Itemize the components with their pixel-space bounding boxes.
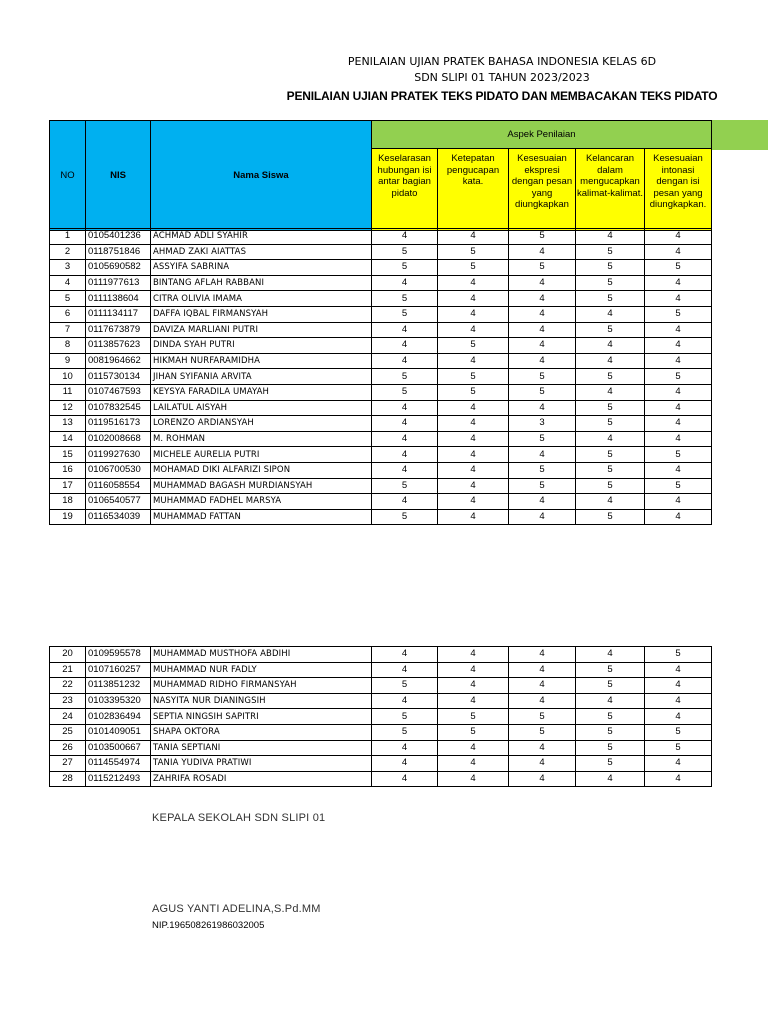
row-student-name: HIKMAH NURFARAMIDHA xyxy=(151,353,372,369)
row-no: 4 xyxy=(50,275,86,291)
row-nis: 0102008668 xyxy=(86,431,151,447)
table-row xyxy=(50,662,712,678)
row-score-5: 4 xyxy=(645,693,712,709)
row-score-5: 5 xyxy=(645,306,712,322)
row-score-5: 4 xyxy=(645,229,712,245)
row-score-3: 5 xyxy=(509,229,576,245)
table-row xyxy=(50,740,712,756)
row-score-5: 4 xyxy=(645,771,712,787)
table-row xyxy=(50,260,712,276)
row-score-5: 4 xyxy=(645,662,712,678)
row-score-4: 5 xyxy=(576,662,645,678)
row-score-4: 5 xyxy=(576,709,645,725)
row-score-3: 4 xyxy=(509,244,576,260)
row-score-2: 4 xyxy=(438,353,509,369)
table-row xyxy=(50,384,712,400)
row-nis: 0103500667 xyxy=(86,740,151,756)
row-score-2: 4 xyxy=(438,647,509,663)
row-score-4: 5 xyxy=(576,509,645,525)
row-score-3: 5 xyxy=(509,260,576,276)
report-title-line1: PENILAIAN UJIAN PRATEK BAHASA INDONESIA KELAS 6D xyxy=(347,55,657,68)
row-score-1: 4 xyxy=(372,771,438,787)
row-no: 14 xyxy=(50,431,86,447)
row-score-2: 5 xyxy=(438,709,509,725)
row-student-name: DAVIZA MARLIANI PUTRI xyxy=(151,322,372,338)
table-row xyxy=(50,462,712,478)
row-nis: 0107832545 xyxy=(86,400,151,416)
table-row xyxy=(50,724,712,740)
row-score-2: 4 xyxy=(438,693,509,709)
row-score-2: 4 xyxy=(438,494,509,510)
row-score-3: 4 xyxy=(509,447,576,463)
row-student-name: DAFFA IQBAL FIRMANSYAH xyxy=(151,306,372,322)
row-no: 21 xyxy=(50,662,86,678)
row-student-name: MOHAMAD DIKI ALFARIZI SIPON xyxy=(151,462,372,478)
row-score-3: 4 xyxy=(509,647,576,663)
row-score-3: 4 xyxy=(509,771,576,787)
signature-nip: NIP.196508261986032005 xyxy=(152,920,265,931)
row-student-name: MUHAMMAD FATTAN xyxy=(151,509,372,525)
table-row xyxy=(50,416,712,432)
row-score-1: 5 xyxy=(372,509,438,525)
table-row xyxy=(50,447,712,463)
row-nis: 0103395320 xyxy=(86,693,151,709)
row-student-name: TANIA YUDIVA PRATIWI xyxy=(151,756,372,772)
row-nis: 0118751846 xyxy=(86,244,151,260)
row-nis: 0102836494 xyxy=(86,709,151,725)
table-row xyxy=(50,291,712,307)
row-score-3: 5 xyxy=(509,431,576,447)
row-no: 5 xyxy=(50,291,86,307)
row-score-4: 4 xyxy=(576,229,645,245)
row-score-3: 5 xyxy=(509,478,576,494)
row-nis: 0107160257 xyxy=(86,662,151,678)
report-title-line2: SDN SLIPI 01 TAHUN 2023/2023 xyxy=(414,71,590,84)
row-score-3: 5 xyxy=(509,709,576,725)
row-score-5: 4 xyxy=(645,509,712,525)
row-score-3: 4 xyxy=(509,740,576,756)
row-score-1: 5 xyxy=(372,369,438,385)
row-score-1: 4 xyxy=(372,462,438,478)
score-table-header xyxy=(49,120,712,231)
row-no: 2 xyxy=(50,244,86,260)
row-score-3: 4 xyxy=(509,693,576,709)
row-score-5: 5 xyxy=(645,740,712,756)
row-no: 26 xyxy=(50,740,86,756)
row-score-3: 4 xyxy=(509,275,576,291)
row-score-3: 5 xyxy=(509,384,576,400)
row-score-5: 4 xyxy=(645,384,712,400)
row-nis: 0115730134 xyxy=(86,369,151,385)
row-no: 28 xyxy=(50,771,86,787)
table-row xyxy=(50,494,712,510)
row-no: 7 xyxy=(50,322,86,338)
row-score-1: 4 xyxy=(372,693,438,709)
row-score-1: 4 xyxy=(372,416,438,432)
table-row xyxy=(50,771,712,787)
table-row xyxy=(50,400,712,416)
row-score-4: 5 xyxy=(576,462,645,478)
row-student-name: LORENZO ARDIANSYAH xyxy=(151,416,372,432)
row-student-name: KEYSYA FARADILA UMAYAH xyxy=(151,384,372,400)
row-student-name: MUHAMMAD NUR FADLY xyxy=(151,662,372,678)
signature-role: KEPALA SEKOLAH SDN SLIPI 01 xyxy=(152,812,326,824)
row-no: 15 xyxy=(50,447,86,463)
row-score-4: 4 xyxy=(576,306,645,322)
table-row xyxy=(50,709,712,725)
row-nis: 0113851232 xyxy=(86,678,151,694)
row-score-1: 5 xyxy=(372,724,438,740)
table-row xyxy=(50,369,712,385)
row-no: 13 xyxy=(50,416,86,432)
row-no: 23 xyxy=(50,693,86,709)
row-score-1: 4 xyxy=(372,647,438,663)
table-row xyxy=(50,338,712,354)
row-score-1: 5 xyxy=(372,260,438,276)
row-nis: 0111977613 xyxy=(86,275,151,291)
row-score-3: 4 xyxy=(509,291,576,307)
row-student-name: SHAPA OKTORA xyxy=(151,724,372,740)
row-student-name: ZAHRIFA ROSADI xyxy=(151,771,372,787)
row-score-2: 5 xyxy=(438,260,509,276)
row-score-1: 5 xyxy=(372,678,438,694)
row-score-2: 4 xyxy=(438,509,509,525)
row-score-4: 5 xyxy=(576,244,645,260)
row-score-2: 4 xyxy=(438,229,509,245)
row-score-4: 5 xyxy=(576,678,645,694)
row-student-name: TANIA SEPTIANI xyxy=(151,740,372,756)
row-score-2: 4 xyxy=(438,771,509,787)
row-score-2: 5 xyxy=(438,338,509,354)
row-no: 16 xyxy=(50,462,86,478)
score-table-part1 xyxy=(49,228,712,525)
row-score-5: 4 xyxy=(645,494,712,510)
row-score-1: 4 xyxy=(372,275,438,291)
row-score-2: 4 xyxy=(438,306,509,322)
col-header-aspek-5: Kesesuaian intonasi dengan isi pesan yang diungkapkan. xyxy=(645,149,712,231)
row-student-name: MUHAMMAD FADHEL MARSYA xyxy=(151,494,372,510)
row-student-name: CITRA OLIVIA IMAMA xyxy=(151,291,372,307)
row-score-3: 5 xyxy=(509,462,576,478)
row-score-4: 4 xyxy=(576,494,645,510)
row-score-1: 5 xyxy=(372,709,438,725)
row-score-1: 5 xyxy=(372,306,438,322)
row-nis: 0116058554 xyxy=(86,478,151,494)
row-score-3: 4 xyxy=(509,509,576,525)
col-header-no: NO xyxy=(50,121,86,231)
col-header-aspek: Aspek Penilaian xyxy=(372,121,712,149)
row-score-1: 4 xyxy=(372,400,438,416)
row-nis: 0114554974 xyxy=(86,756,151,772)
row-score-1: 4 xyxy=(372,662,438,678)
row-nis: 0115212493 xyxy=(86,771,151,787)
table-row xyxy=(50,353,712,369)
row-score-3: 4 xyxy=(509,353,576,369)
table-row xyxy=(50,693,712,709)
row-no: 10 xyxy=(50,369,86,385)
row-score-5: 5 xyxy=(645,369,712,385)
row-score-2: 4 xyxy=(438,678,509,694)
row-nis: 0109595578 xyxy=(86,647,151,663)
row-score-4: 4 xyxy=(576,647,645,663)
row-no: 27 xyxy=(50,756,86,772)
row-no: 19 xyxy=(50,509,86,525)
row-no: 11 xyxy=(50,384,86,400)
row-score-4: 5 xyxy=(576,275,645,291)
row-score-3: 4 xyxy=(509,400,576,416)
row-score-5: 4 xyxy=(645,431,712,447)
row-student-name: ACHMAD ADLI SYAHIR xyxy=(151,229,372,245)
row-score-2: 4 xyxy=(438,462,509,478)
row-score-5: 4 xyxy=(645,244,712,260)
score-table-part2 xyxy=(49,646,712,787)
row-score-1: 5 xyxy=(372,291,438,307)
row-score-4: 5 xyxy=(576,478,645,494)
row-student-name: M. ROHMAN xyxy=(151,431,372,447)
row-score-5: 4 xyxy=(645,291,712,307)
col-header-aspek-3: Kesesuaian ekspresi dengan pesan yang diungkapkan xyxy=(509,149,576,231)
row-no: 8 xyxy=(50,338,86,354)
row-no: 20 xyxy=(50,647,86,663)
col-header-nama: Nama Siswa xyxy=(151,121,372,231)
row-score-4: 4 xyxy=(576,353,645,369)
row-nis: 0105690582 xyxy=(86,260,151,276)
row-nis: 0106540577 xyxy=(86,494,151,510)
row-no: 25 xyxy=(50,724,86,740)
row-score-1: 4 xyxy=(372,447,438,463)
row-score-4: 5 xyxy=(576,447,645,463)
row-student-name: MUHAMMAD MUSTHOFA ABDIHI xyxy=(151,647,372,663)
row-score-3: 5 xyxy=(509,724,576,740)
row-score-5: 4 xyxy=(645,709,712,725)
row-no: 9 xyxy=(50,353,86,369)
row-nis: 0101409051 xyxy=(86,724,151,740)
row-score-5: 4 xyxy=(645,338,712,354)
row-score-1: 5 xyxy=(372,244,438,260)
row-nis: 0113857623 xyxy=(86,338,151,354)
col-header-aspek-4: Kelancaran dalam mengucapkan kalimat-kalimat. xyxy=(576,149,645,231)
row-nis: 0117673879 xyxy=(86,322,151,338)
row-score-4: 5 xyxy=(576,260,645,276)
col-header-nis: NIS xyxy=(86,121,151,231)
row-score-5: 4 xyxy=(645,678,712,694)
row-student-name: JIHAN SYIFANIA ARVITA xyxy=(151,369,372,385)
row-nis: 0105401236 xyxy=(86,229,151,245)
col-header-aspek-1: Keselarasan hubungan isi antar bagian pidato xyxy=(372,149,438,231)
row-score-5: 4 xyxy=(645,275,712,291)
row-score-3: 4 xyxy=(509,306,576,322)
row-score-5: 5 xyxy=(645,478,712,494)
row-no: 18 xyxy=(50,494,86,510)
report-title-line3: PENILAIAN UJIAN PRATEK TEKS PIDATO DAN MEMBACAKAN TEKS PIDATO xyxy=(286,89,718,103)
row-no: 17 xyxy=(50,478,86,494)
row-score-3: 4 xyxy=(509,756,576,772)
row-score-2: 4 xyxy=(438,431,509,447)
row-score-1: 4 xyxy=(372,740,438,756)
row-score-3: 4 xyxy=(509,338,576,354)
table-row xyxy=(50,275,712,291)
row-score-5: 4 xyxy=(645,756,712,772)
row-score-5: 4 xyxy=(645,416,712,432)
row-nis: 0081964662 xyxy=(86,353,151,369)
table-row xyxy=(50,229,712,245)
row-student-name: MUHAMMAD RIDHO FIRMANSYAH xyxy=(151,678,372,694)
row-score-1: 4 xyxy=(372,431,438,447)
row-score-2: 4 xyxy=(438,291,509,307)
row-score-3: 4 xyxy=(509,494,576,510)
row-score-1: 4 xyxy=(372,353,438,369)
row-nis: 0119516173 xyxy=(86,416,151,432)
table-row xyxy=(50,647,712,663)
row-student-name: SEPTIA NINGSIH SAPITRI xyxy=(151,709,372,725)
row-student-name: MUHAMMAD BAGASH MURDIANSYAH xyxy=(151,478,372,494)
row-score-2: 5 xyxy=(438,724,509,740)
row-nis: 0119927630 xyxy=(86,447,151,463)
row-student-name: MICHELE AURELIA PUTRI xyxy=(151,447,372,463)
row-student-name: LAILATUL AISYAH xyxy=(151,400,372,416)
row-score-2: 5 xyxy=(438,384,509,400)
row-no: 24 xyxy=(50,709,86,725)
row-score-4: 5 xyxy=(576,416,645,432)
row-nis: 0107467593 xyxy=(86,384,151,400)
row-score-4: 4 xyxy=(576,338,645,354)
row-score-1: 4 xyxy=(372,322,438,338)
row-score-1: 5 xyxy=(372,478,438,494)
row-score-5: 5 xyxy=(645,260,712,276)
row-score-5: 5 xyxy=(645,447,712,463)
row-score-4: 5 xyxy=(576,756,645,772)
row-score-2: 4 xyxy=(438,478,509,494)
row-student-name: ASSYIFA SABRINA xyxy=(151,260,372,276)
row-score-1: 5 xyxy=(372,384,438,400)
row-no: 6 xyxy=(50,306,86,322)
row-score-5: 4 xyxy=(645,462,712,478)
row-student-name: AHMAD ZAKI AIATTAS xyxy=(151,244,372,260)
row-score-4: 4 xyxy=(576,384,645,400)
row-score-4: 5 xyxy=(576,400,645,416)
table-row xyxy=(50,431,712,447)
row-score-4: 5 xyxy=(576,369,645,385)
row-score-4: 5 xyxy=(576,724,645,740)
row-no: 3 xyxy=(50,260,86,276)
row-score-2: 4 xyxy=(438,662,509,678)
table-row xyxy=(50,322,712,338)
row-score-4: 5 xyxy=(576,291,645,307)
row-student-name: DINDA SYAH PUTRI xyxy=(151,338,372,354)
row-score-4: 5 xyxy=(576,740,645,756)
row-student-name: NASYITA NUR DIANINGSIH xyxy=(151,693,372,709)
table-row xyxy=(50,756,712,772)
table-row xyxy=(50,478,712,494)
signature-name: AGUS YANTI ADELINA,S.Pd.MM xyxy=(152,903,321,915)
row-score-2: 4 xyxy=(438,400,509,416)
row-score-3: 4 xyxy=(509,322,576,338)
row-score-5: 4 xyxy=(645,400,712,416)
row-score-4: 4 xyxy=(576,771,645,787)
col-header-aspek-2: Ketepatan pengucapan kata. xyxy=(438,149,509,231)
row-score-1: 4 xyxy=(372,756,438,772)
row-nis: 0116534039 xyxy=(86,509,151,525)
table-row xyxy=(50,678,712,694)
row-no: 12 xyxy=(50,400,86,416)
row-score-3: 4 xyxy=(509,678,576,694)
row-score-4: 4 xyxy=(576,431,645,447)
row-score-2: 5 xyxy=(438,369,509,385)
table-row xyxy=(50,244,712,260)
row-score-5: 5 xyxy=(645,647,712,663)
row-score-4: 4 xyxy=(576,693,645,709)
aspek-header-extension xyxy=(712,120,768,150)
row-nis: 0111134117 xyxy=(86,306,151,322)
row-score-2: 4 xyxy=(438,275,509,291)
row-nis: 0106700530 xyxy=(86,462,151,478)
row-no: 22 xyxy=(50,678,86,694)
row-nis: 0111138604 xyxy=(86,291,151,307)
row-no: 1 xyxy=(50,229,86,245)
row-score-2: 5 xyxy=(438,244,509,260)
row-score-2: 4 xyxy=(438,756,509,772)
row-score-4: 5 xyxy=(576,322,645,338)
row-score-3: 4 xyxy=(509,662,576,678)
row-score-2: 4 xyxy=(438,740,509,756)
row-score-5: 4 xyxy=(645,353,712,369)
row-score-1: 4 xyxy=(372,494,438,510)
row-score-2: 4 xyxy=(438,447,509,463)
row-score-5: 5 xyxy=(645,724,712,740)
row-score-3: 3 xyxy=(509,416,576,432)
table-row xyxy=(50,306,712,322)
row-score-2: 4 xyxy=(438,322,509,338)
row-score-3: 5 xyxy=(509,369,576,385)
row-score-1: 4 xyxy=(372,338,438,354)
row-student-name: BINTANG AFLAH RABBANI xyxy=(151,275,372,291)
row-score-1: 4 xyxy=(372,229,438,245)
row-score-2: 4 xyxy=(438,416,509,432)
table-row xyxy=(50,509,712,525)
row-score-5: 4 xyxy=(645,322,712,338)
